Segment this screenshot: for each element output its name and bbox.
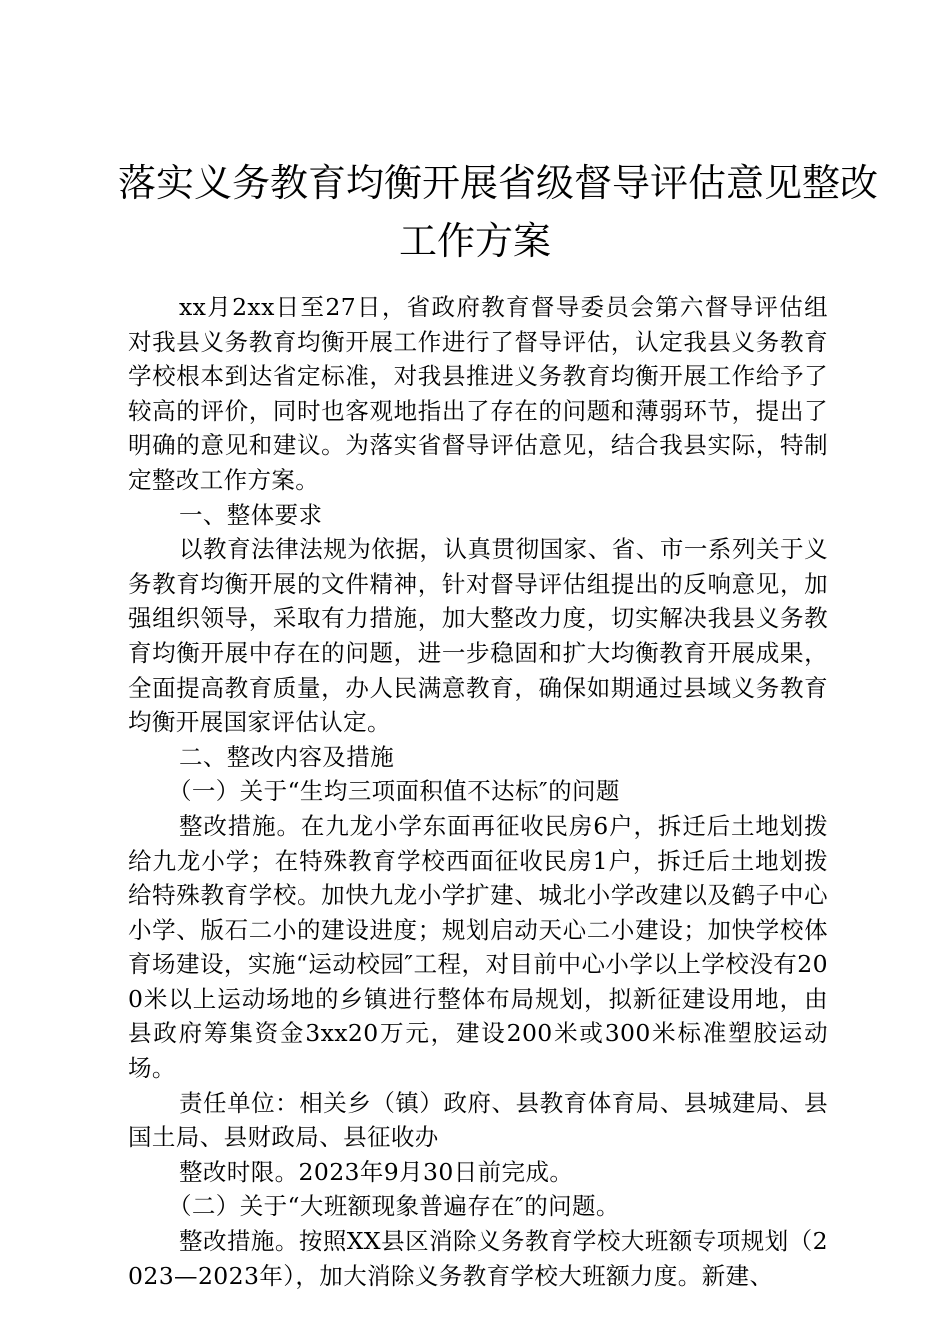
- section-heading-2: 二、整改内容及措施: [179, 742, 395, 771]
- section-heading-1: 一、整体要求: [179, 500, 323, 529]
- requirements-paragraph: 以教育法律法规为依据，认真贯彻国家、省、市一系列关于义务教育均衡开展的文件精神，针对督导评估组提出的反响意见，加强组织领导，采取有力措施，加大整改力度，切实解决我县义务教育均衡开展中存在的问题，进一步稳固和扩大均衡教育开展成果，全面提高教育质量，办人民满意教育，确保如期通过县域义务教育均衡开展国家评估认定。: [128, 535, 828, 737]
- measures-paragraph-1: 整改措施。在九龙小学东面再征收民房6户，拆迁后土地划拨给九龙小学；在特殊教育学校西面征收民房1户，拆迁后土地划拨给特殊教育学校。加快九龙小学扩建、城北小学改建以及鹤子中心小学、版石二小的建设进度；规划启动天心二小建设；加快学校体育场建设，实施“运动校园″工程，对目前中心小学以上学校没有200米以上运动场地的乡镇进行整体布局规划，拟新征建设用地，由县政府筹集资金3xx20万元，建设200米或300米标准塑胶运动场。: [128, 811, 828, 1083]
- deadline-paragraph: 整改时限。2023年9月30日前完成。: [179, 1157, 574, 1186]
- document-title-line2: 工作方案: [398, 219, 551, 263]
- subsection-heading-2: （二）关于“大班额现象普遍存在″的问题。: [168, 1192, 620, 1221]
- document-body: [128, 290, 828, 1293]
- subsection-heading-1: （一）关于“生均三项面积值不达标″的问题: [168, 777, 620, 806]
- document-title-line1: 落实义务教育均衡开展省级督导评估意见整改: [118, 161, 879, 205]
- measures-paragraph-2: 整改措施。按照XX县区消除义务教育学校大班额专项规划（2023—2023年），加大消除义务教育学校大班额力度。新建、: [128, 1227, 828, 1290]
- responsible-units-paragraph: 责任单位：相关乡（镇）政府、县教育体育局、县城建局、县国土局、县财政局、县征收办: [128, 1088, 828, 1152]
- intro-paragraph: xx月2xx日至27日，省政府教育督导委员会第六督导评估组对我县义务教育均衡开展工作进行了督导评估，认定我县义务教育学校根本到达省定标准，对我县推进义务教育均衡开展工作给予了较高的评价，同时也客观地指出了存在的问题和薄弱环节，提出了明确的意见和建议。为落实省督导评估意见，结合我县实际，特制定整改工作方案。: [128, 293, 828, 494]
